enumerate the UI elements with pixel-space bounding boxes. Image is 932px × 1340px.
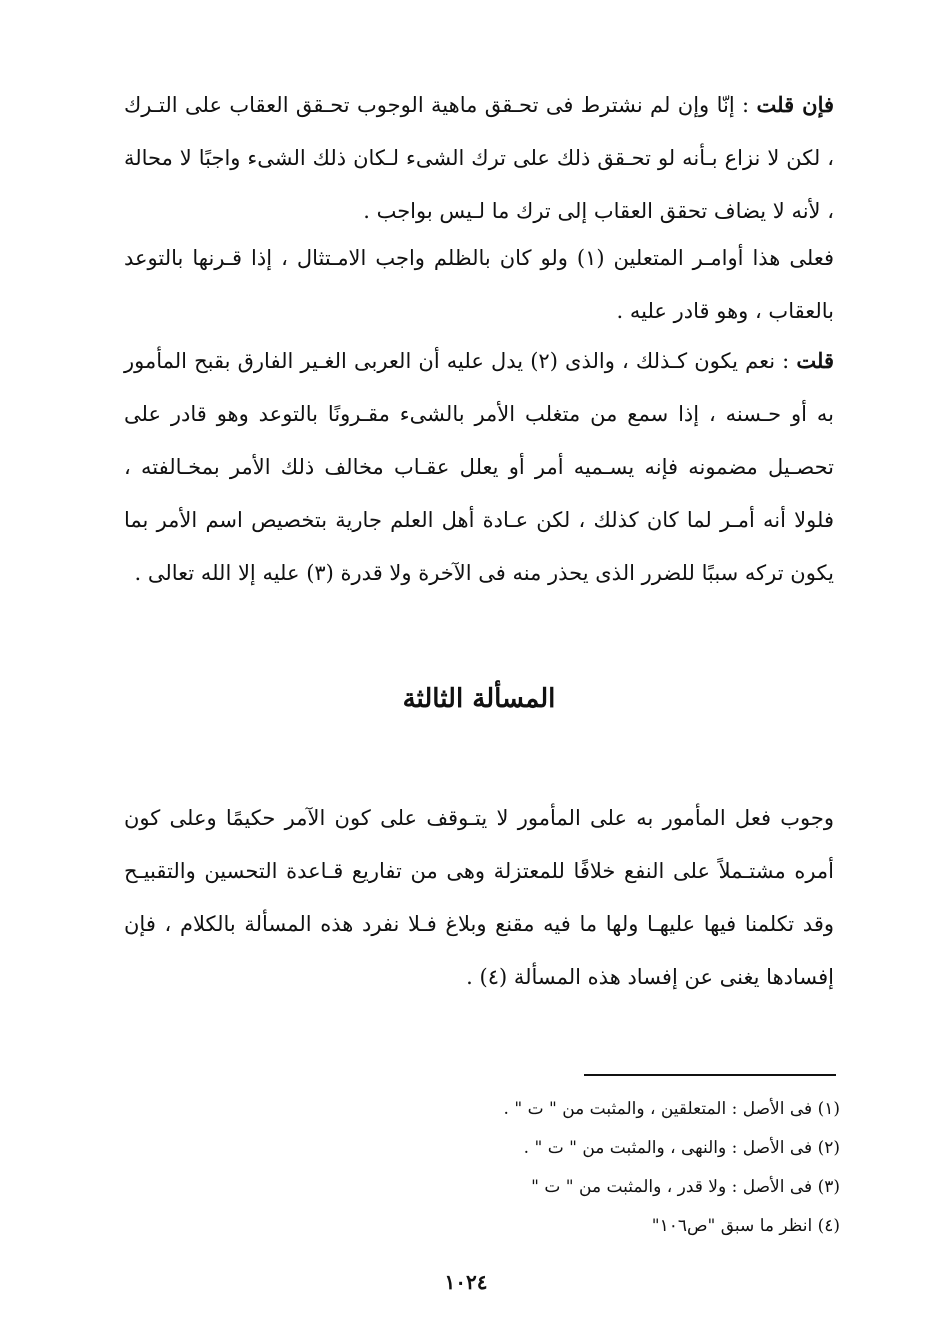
paragraph-2 [124,232,834,338]
page-number: ١٠٢٤ [444,1270,488,1294]
footnote-divider [584,1074,836,1076]
paragraph-3 [124,334,834,600]
paragraph-2-text: فعلى هذا أوامـر المتعلين (١) ولو كان بالظلم واجب الامـتثال ، إذا قـرنها بالتوعد بالعقاب ، وهو قادر عليه . [124,246,834,323]
footnote-3: (٣) فى الأصل : ولا قدر ، والمثبت من " ت " [531,1177,840,1197]
paragraph-4: وجوب فعل المأمور به على المأمور لا يتـوقف على كون الآمر حكيمًا وعلى كون أمره مشتـملاً على النفع خلافًا للمعتزلة وهى من تفاريع قـاعدة التحسين والتقبيـح وقد تكلمنا فيها عليهـا ولها ما فيه مقنع وبلاغ فـلا نفرد هذه المسألة بالكلام ، فإن إفسادها يغنى عن إفساد هذه المسألة (٤) . [124,806,834,989]
paragraph-1 [124,78,834,238]
paragraph-3-text: : نعم يكون كـذلك ، والذى (٢) يدل عليه أن العربى الغـير الفارق بقبح المأمور به أو حـسنه ، إذا سمع من متغلب الأمر بالشىء مقـرونًا بالتوعد وهو قادر على تحصـيل مضمونه فإنه يسـميه أمر أو يعلل عقـاب مخالف ذلك الأمر بمخـالفته ، فلولا أنه أمـر لما كان كذلك ، لكن عـادة أهل العلم جارية بتخصيص اسم الأمر بما يكون تركه سببًا للضرر الذى يحذر منه فى الآخرة ولا قدرة (٣) عليه إلا الله تعالى . [124,349,834,585]
footnote-2: (٢) فى الأصل : والنهى ، والمثبت من " ت " . [523,1138,840,1158]
paragraph-1-text: : إنّا وإن لم نشترط فى تحـقق ماهية الوجوب تحـقق العقاب على التـرك ، لكن لا نزاع بـأنه لو تحـقق ذلك على ترك الشىء لـكان ذلك الشىء واجبًا لا محالة ، لأنه لا يضاف تحقق العقاب إلى ترك ما لـيس بواجب . [124,93,834,223]
paragraph-3-lead: قلت [796,348,834,373]
section-heading: المسألة الثالثة [402,684,556,714]
footnote-4: (٤) انظر ما سبق "ص١٠٦" [651,1216,840,1236]
footnote-1: (١) فى الأصل : المتعلقين ، والمثبت من " ت " . [503,1099,840,1119]
footnotes [300,1090,840,1246]
paragraph-1-lead: فإن قلت [756,92,835,117]
